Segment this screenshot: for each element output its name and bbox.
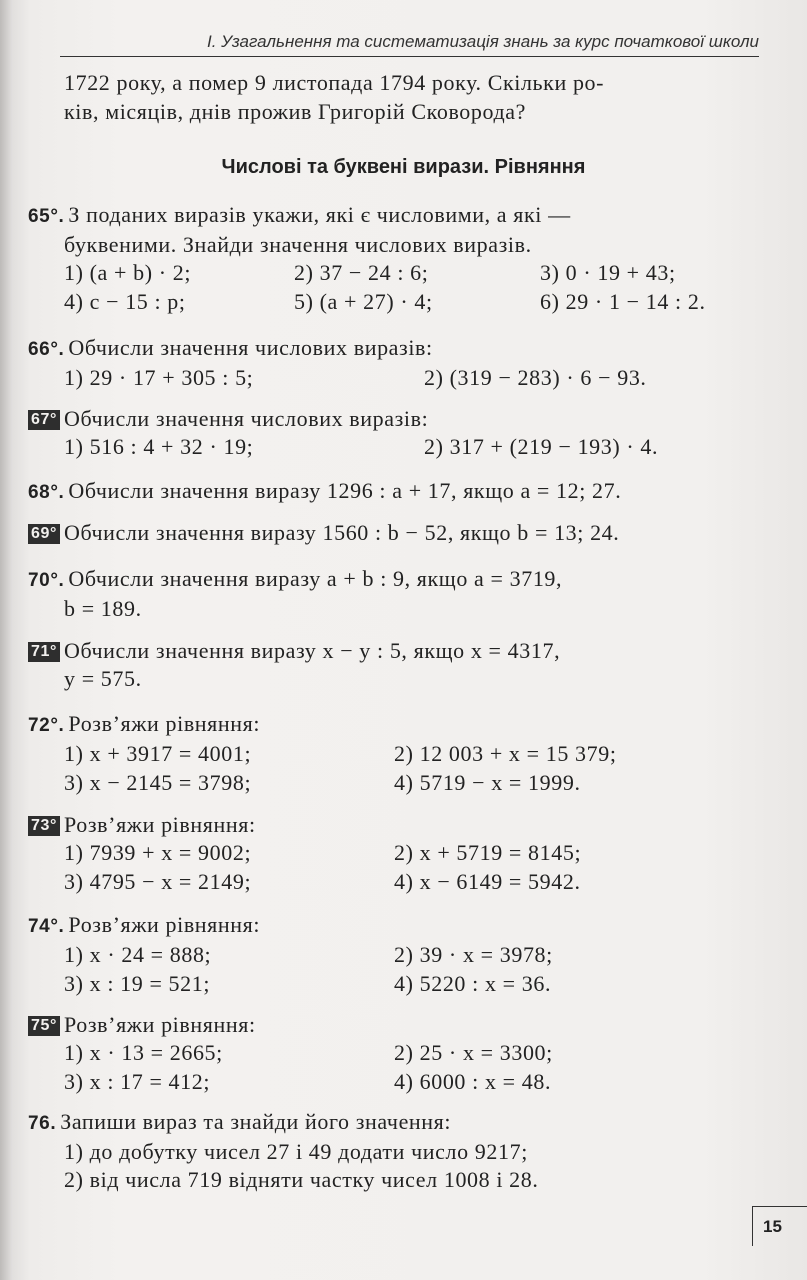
exercise-number: 70°. xyxy=(28,570,65,591)
exercise-text: Обчисли значення числових виразів: xyxy=(68,335,433,360)
equation-item: 2) 12 003 + x = 15 379; xyxy=(394,741,617,766)
exercise-text: Розв’яжи рівняння: xyxy=(68,711,261,736)
expression-item: 3) 0 · 19 + 43; xyxy=(540,260,676,285)
exercise-text: Обчисли значення виразу x − y : 5, якщо x = 4317, xyxy=(64,638,561,663)
exercise-text: y = 575. xyxy=(64,666,142,691)
exercise-text: Розв’яжи рівняння: xyxy=(64,1012,256,1037)
exercise-text: Обчисли значення виразу a + b : 9, якщо a = 3719, xyxy=(68,566,563,591)
equation-row xyxy=(28,839,754,868)
equation-item: 2) 39 · x = 3978; xyxy=(394,942,553,967)
equation-item: 1) x · 24 = 888; xyxy=(64,942,212,967)
equation-item: 1) x · 13 = 2665; xyxy=(64,1040,223,1065)
expression-item: 6) 29 · 1 − 14 : 2. xyxy=(540,289,706,314)
exercise-number: 68°. xyxy=(28,482,65,503)
equation-item: 3) 4795 − x = 2149; xyxy=(64,869,252,894)
exercise-text: Розв’яжи рівняння: xyxy=(64,812,256,837)
exercise-65 xyxy=(28,201,754,317)
equation-item: 1) 7939 + x = 9002; xyxy=(64,840,252,865)
equation-item: 4) 5719 − x = 1999. xyxy=(394,770,581,795)
exercise-69 xyxy=(28,519,754,547)
exercise-text: Обчисли значення виразу 1296 : a + 17, якщо a = 12; 27. xyxy=(68,478,622,503)
intro-line: 1722 року, а помер 9 листопада 1794 року. Скільки ро- xyxy=(64,70,605,95)
exercise-text: Обчисли значення виразу 1560 : b − 52, якщо b = 13; 24. xyxy=(64,520,620,545)
exercise-number: 76. xyxy=(28,1113,57,1134)
equation-item: 2) x + 5719 = 8145; xyxy=(394,840,582,865)
equation-item: 4) 5220 : x = 36. xyxy=(394,971,552,996)
equation-item: 2) 25 · x = 3300; xyxy=(394,1040,553,1065)
exercise-66 xyxy=(28,334,754,393)
exercise-number: 66°. xyxy=(28,339,65,360)
exercise-76 xyxy=(28,1108,754,1194)
exercise-text: Обчисли значення числових виразів: xyxy=(64,406,429,431)
expression-item: 2) (319 − 283) · 6 − 93. xyxy=(424,365,647,390)
exercise-70 xyxy=(28,565,754,623)
exercise-number: 65°. xyxy=(28,206,65,227)
equation-item: 3) x − 2145 = 3798; xyxy=(64,770,252,795)
expression-row xyxy=(28,288,754,317)
exercise-text: b = 189. xyxy=(64,596,142,621)
exercise-75 xyxy=(28,1011,754,1097)
equation-row xyxy=(28,769,754,798)
exercise-text: Запиши вираз та знайди його значення: xyxy=(60,1109,452,1134)
page-spine-shadow xyxy=(0,0,12,1280)
expression-item: 2) 317 + (219 − 193) · 4. xyxy=(424,434,659,459)
intro-line: ків, місяців, днів прожив Григорій Сковорода? xyxy=(64,99,526,124)
equation-item: 3) x : 17 = 412; xyxy=(64,1069,211,1094)
equation-row xyxy=(28,1039,754,1068)
exercise-72 xyxy=(28,710,754,798)
exercise-number: 72°. xyxy=(28,715,65,736)
expression-item: 4) c − 15 : p; xyxy=(64,289,186,314)
expression-row xyxy=(28,364,754,393)
expression-item: 1) 516 : 4 + 32 · 19; xyxy=(64,434,254,459)
exercise-badge: 69° xyxy=(28,524,60,544)
task-item: 2) від числа 719 відняти частку чисел 1008 і 28. xyxy=(64,1167,539,1192)
exercise-badge: 67° xyxy=(28,410,60,430)
exercise-badge: 71° xyxy=(28,642,60,662)
equation-row xyxy=(28,868,754,897)
equation-row xyxy=(28,740,754,769)
exercise-text: буквеними. Знайди значення числових виразів. xyxy=(64,232,532,257)
equation-row xyxy=(28,1068,754,1097)
expression-row xyxy=(28,259,754,288)
exercise-71 xyxy=(28,637,754,693)
exercise-74 xyxy=(28,911,754,999)
expression-item: 1) 29 · 17 + 305 : 5; xyxy=(64,365,254,390)
equation-item: 4) x − 6149 = 5942. xyxy=(394,869,581,894)
equation-row xyxy=(28,970,754,999)
exercise-68 xyxy=(28,477,754,507)
running-header: І. Узагальнення та систематизація знань за курс початкової школи xyxy=(60,30,759,57)
exercise-67 xyxy=(28,405,754,462)
expression-item: 2) 37 − 24 : 6; xyxy=(294,260,429,285)
exercise-73 xyxy=(28,811,754,897)
exercise-number: 74°. xyxy=(28,916,65,937)
expression-row xyxy=(28,433,754,462)
exercise-badge: 75° xyxy=(28,1016,60,1036)
page-number: 15 xyxy=(752,1206,807,1246)
equation-item: 3) x : 19 = 521; xyxy=(64,971,211,996)
equation-item: 4) 6000 : x = 48. xyxy=(394,1069,552,1094)
expression-item: 1) (a + b) · 2; xyxy=(64,260,192,285)
intro-paragraph xyxy=(64,68,754,126)
exercise-text: З поданих виразів укажи, які є числовими, а які — xyxy=(68,202,571,227)
equation-item: 1) x + 3917 = 4001; xyxy=(64,741,252,766)
section-title: Числові та буквені вирази. Рівняння xyxy=(221,156,586,178)
exercise-badge: 73° xyxy=(28,816,60,836)
expression-item: 5) (a + 27) · 4; xyxy=(294,289,433,314)
exercise-text: Розв’яжи рівняння: xyxy=(68,912,261,937)
task-item: 1) до добутку чисел 27 і 49 додати число 9217; xyxy=(64,1139,528,1164)
equation-row xyxy=(28,941,754,970)
